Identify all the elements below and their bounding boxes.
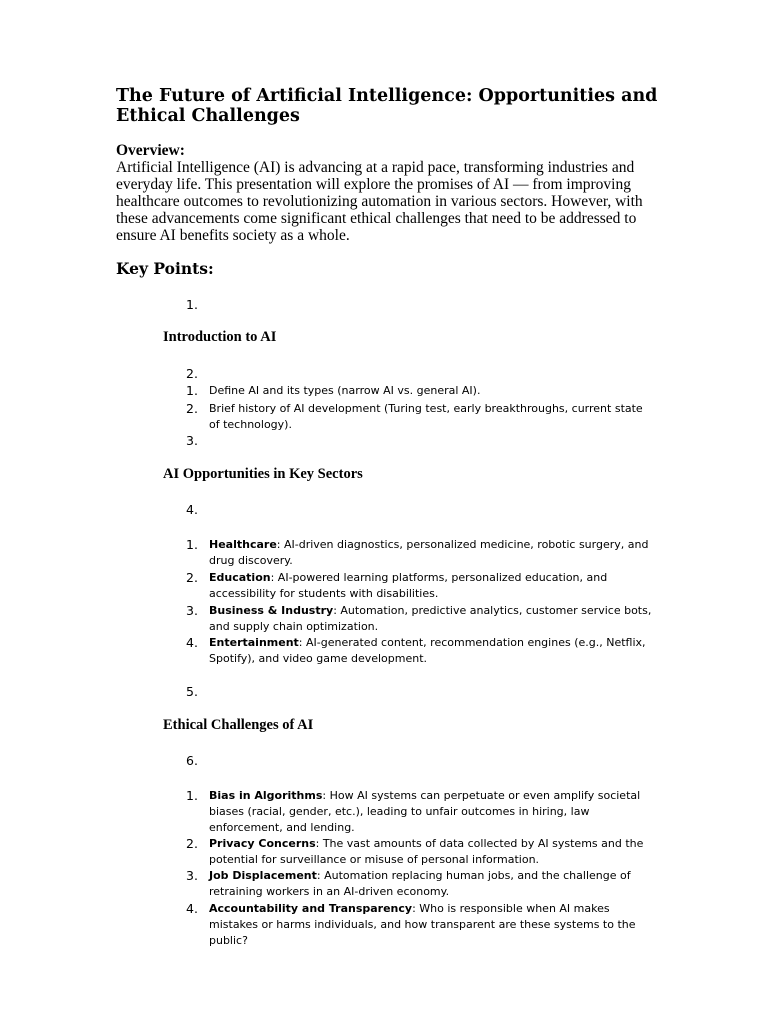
list-item-term: Privacy Concerns bbox=[209, 837, 316, 850]
list-item bbox=[186, 635, 656, 667]
list-item-term: Accountability and Transparency bbox=[209, 902, 413, 915]
outline-number-1: 1. bbox=[186, 297, 198, 312]
list-item bbox=[186, 603, 656, 635]
list-item-term: Education bbox=[209, 571, 271, 584]
list-item-text: Brief history of AI development (Turing test, early breakthroughs, current state of technology). bbox=[209, 402, 643, 431]
outline-number-6: 6. bbox=[186, 753, 198, 768]
list-item-term: Healthcare bbox=[209, 538, 277, 551]
list-item-text: : Who is responsible when AI makes mistakes or harms individuals, and how transparent are these systems to the public? bbox=[209, 902, 636, 947]
list-item-number: 4. bbox=[186, 901, 198, 916]
list-item-text: : AI-powered learning platforms, personalized education, and accessibility for students with disabilities. bbox=[209, 571, 608, 600]
list-item bbox=[186, 836, 656, 868]
section-heading-intro: Introduction to AI bbox=[163, 329, 277, 345]
outline-number-3: 3. bbox=[186, 433, 198, 448]
list-item-term: Business & Industry bbox=[209, 604, 334, 617]
list-item-number: 2. bbox=[186, 836, 198, 851]
key-points-heading: Key Points: bbox=[116, 259, 214, 278]
list-item-number: 1. bbox=[186, 383, 198, 398]
list-item-term: Entertainment bbox=[209, 636, 299, 649]
list-item-number: 3. bbox=[186, 868, 198, 883]
overview-label: Overview: bbox=[116, 142, 185, 159]
list-item-text: : The vast amounts of data collected by AI systems and the potential for surveillance or misuse of personal information. bbox=[209, 837, 644, 866]
list-item bbox=[186, 537, 656, 569]
list-item-number: 1. bbox=[186, 537, 198, 552]
section-heading-opportunities: AI Opportunities in Key Sectors bbox=[163, 466, 363, 482]
list-item-text: : How AI systems can perpetuate or even amplify societal biases (racial, gender, etc.), leading to unfair outcomes in hiring, law enforcement, and lending. bbox=[209, 789, 641, 834]
list-item bbox=[186, 901, 656, 949]
outline-number-4: 4. bbox=[186, 502, 198, 517]
list-item-text: Define AI and its types (narrow AI vs. general AI). bbox=[209, 384, 481, 397]
list-item-number: 2. bbox=[186, 570, 198, 585]
list-item-text: : AI-generated content, recommendation engines (e.g., Netflix, Spotify), and video game development. bbox=[209, 636, 646, 665]
list-item-number: 2. bbox=[186, 401, 198, 416]
section-heading-ethics: Ethical Challenges of AI bbox=[163, 717, 314, 733]
outline-number-2: 2. bbox=[186, 366, 198, 381]
list-item-text: : Automation, predictive analytics, customer service bots, and supply chain optimization. bbox=[209, 604, 652, 633]
list-item-text: : Automation replacing human jobs, and the challenge of retraining workers in an AI-driven economy. bbox=[209, 869, 631, 898]
list-item bbox=[186, 570, 656, 602]
page-title: The Future of Artificial Intelligence: Opportunities and Ethical Challenges bbox=[116, 86, 658, 126]
overview-body: Artificial Intelligence (AI) is advancing at a rapid pace, transforming industries and everyday life. This presentation will explore the promises of AI — from improving healthcare outcomes to revolutionizing automation in various sectors. However, with these advancements come significant ethical challenges that need to be addressed to ensure AI benefits society as a whole. bbox=[116, 159, 643, 244]
outline-number-5: 5. bbox=[186, 684, 198, 699]
list-item-term: Job Displacement bbox=[209, 869, 317, 882]
list-item bbox=[186, 383, 656, 399]
list-item bbox=[186, 868, 656, 900]
list-item-number: 1. bbox=[186, 788, 198, 803]
list-item bbox=[186, 788, 656, 836]
list-item-number: 4. bbox=[186, 635, 198, 650]
list-item-text: : AI-driven diagnostics, personalized medicine, robotic surgery, and drug discovery. bbox=[209, 538, 649, 567]
list-item bbox=[186, 401, 656, 433]
list-item-term: Bias in Algorithms bbox=[209, 789, 323, 802]
list-item-number: 3. bbox=[186, 603, 198, 618]
